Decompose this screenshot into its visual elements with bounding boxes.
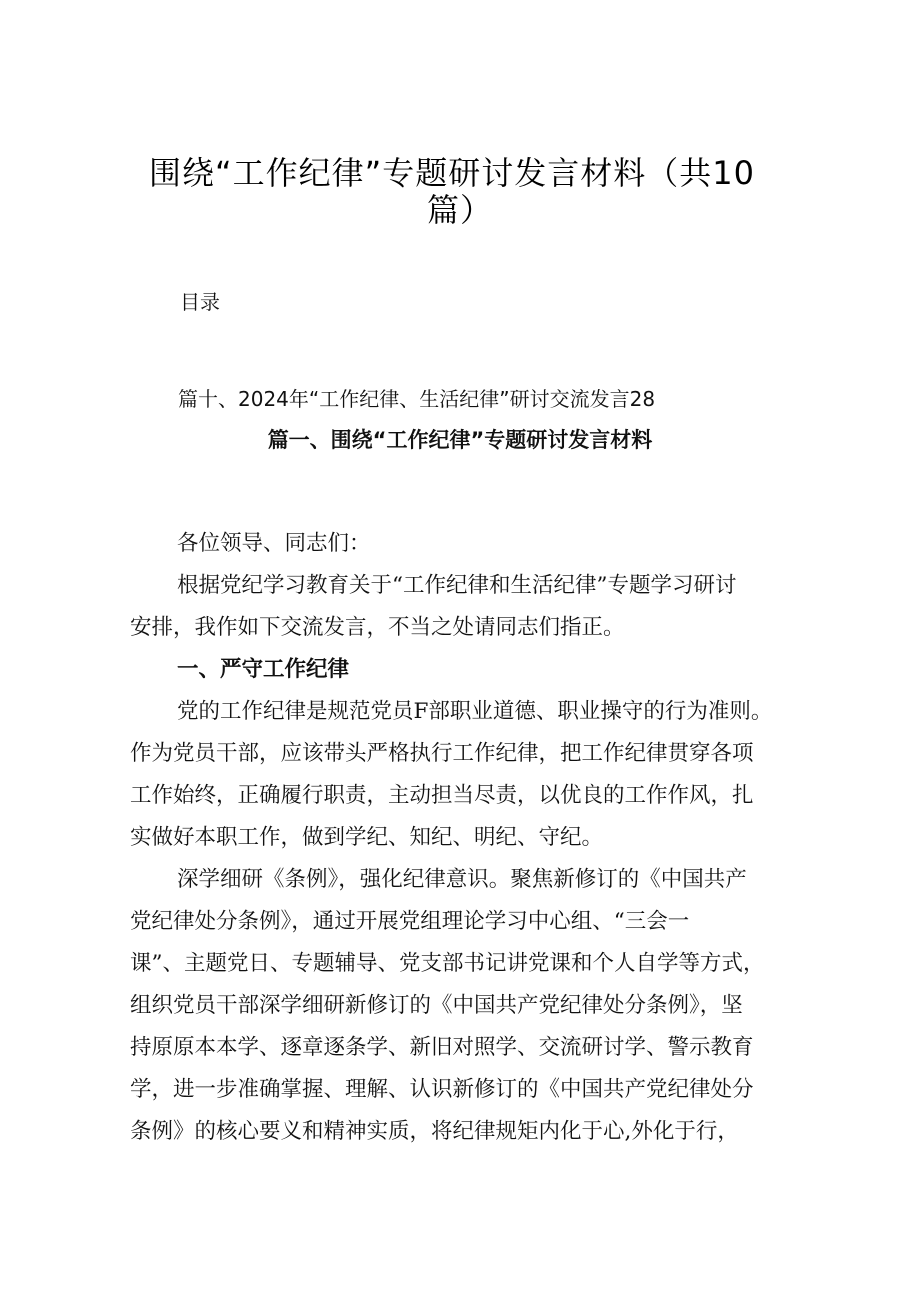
toc-label: 目录 <box>180 290 220 314</box>
paragraph-line: 实做好本职工作，做到学纪、知纪、明纪、守纪。 <box>130 825 604 850</box>
paragraph-intro <box>130 565 790 649</box>
subheading-1: 一、严守工作纪律 <box>177 657 350 682</box>
paragraph-line: 安排，我作如下交流发言，不当之处请同志们指正。 <box>130 615 625 640</box>
document-title-line-2: 篇） <box>426 191 493 229</box>
paragraph-line: 工作始终，正确履行职责，主动担当尽责，以优良的工作作风，扎 <box>130 783 754 808</box>
paragraph-line: 党的工作纪律是规范党员F部职业道德、职业操守的行为准则。 <box>177 699 773 724</box>
paragraph-line: 党纪律处分条例》，通过开展党组理论学习中心组、“三会一 <box>130 909 690 934</box>
greeting-line: 各位领导、同志们： <box>177 531 371 556</box>
paragraph-line: 深学细研《条例》，强化纪律意识。聚焦新修订的《中国共产 <box>177 867 747 892</box>
paragraph-2 <box>130 859 790 1153</box>
document-title-line-1: 围绕“工作纪律”专题研讨发言材料（共10 <box>149 154 755 192</box>
paragraph-line: 根据党纪学习教育关于“工作纪律和生活纪律”专题学习研讨 <box>177 573 737 598</box>
paragraph-line: 学，进一步准确掌握、理解、认识新修订的《中国共产党纪律处分 <box>130 1077 754 1102</box>
paragraph-1 <box>130 691 790 859</box>
greeting <box>130 523 790 565</box>
section-heading: 篇一、围绕“工作纪律”专题研讨发言材料 <box>267 428 653 452</box>
paragraph-line: 作为党员干部，应该带头严格执行工作纪律，把工作纪律贯穿各项 <box>130 741 754 766</box>
paragraph-line: 持原原本本学、逐章逐条学、新旧对照学、交流研讨学、警示教育 <box>130 1035 754 1060</box>
paragraph-line: 条例》的核心要义和精神实质，将纪律规矩内化于心,外化于行， <box>130 1119 739 1144</box>
paragraph-line: 课”、主题党日、专题辅导、党支部书记讲党课和个人自学等方式， <box>130 951 765 976</box>
paragraph-line: 组织党员干部深学细研新修订的《中国共产党纪律处分条例》，坚 <box>130 993 743 1018</box>
toc-entry: 篇十、2024年“工作纪律、生活纪律”研讨交流发言28 <box>178 387 656 411</box>
